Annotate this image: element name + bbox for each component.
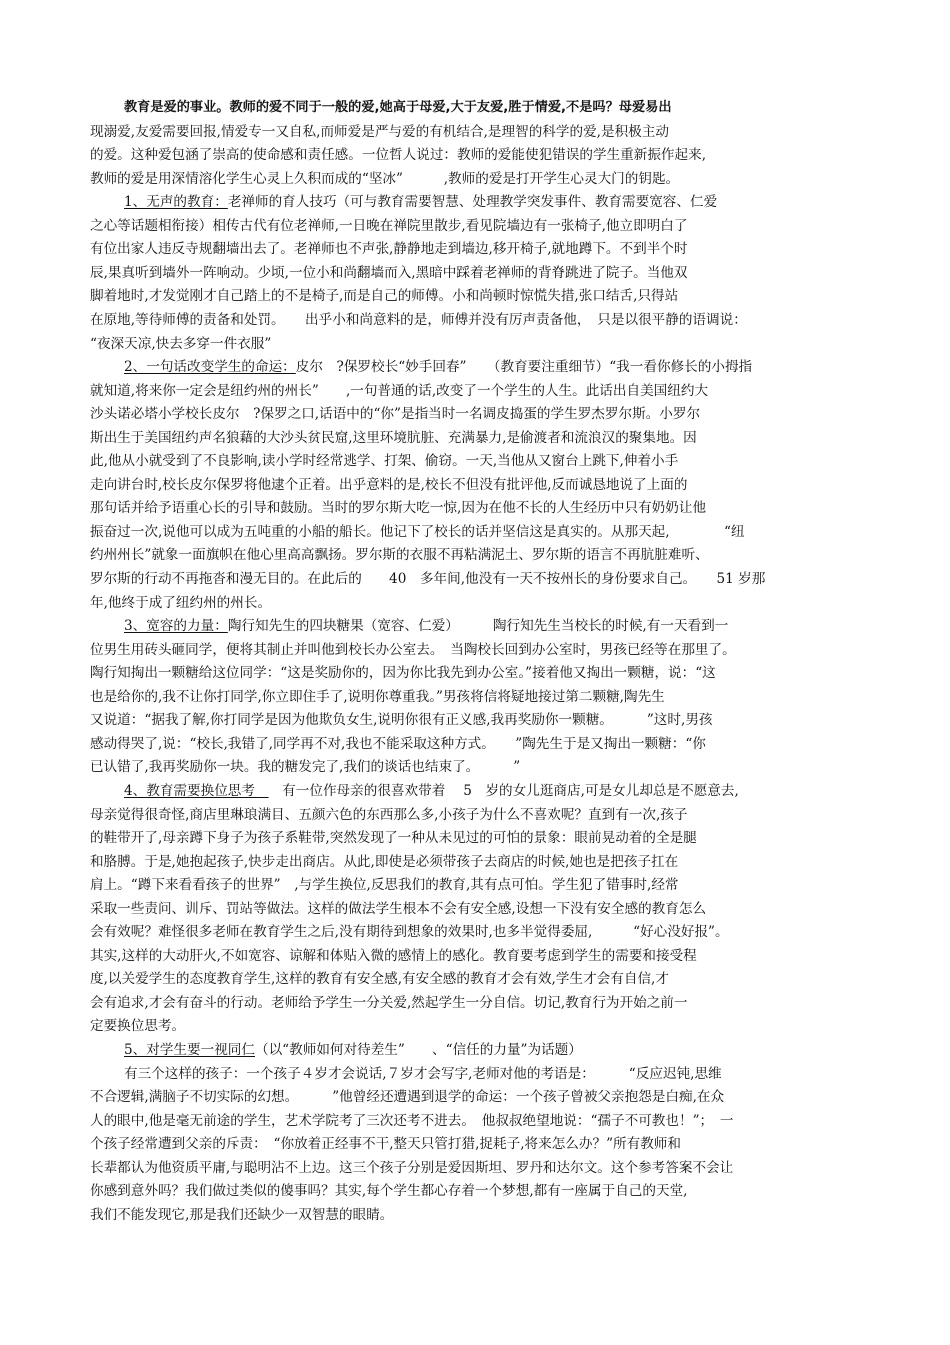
line-text: 皮尔 ?保罗校长“妙手回春” （教育要注重细节）“我一看你修长的小拇指: [295, 359, 753, 376]
line-text: “夜深天凉,快去多穿一件衣服”: [90, 335, 272, 352]
line-text: 那句话并给予语重心长的引导和鼓励。当时的罗尔斯大吃一惊,因为在他不长的人生经历中只有奶奶让他: [90, 500, 707, 517]
paragraph-line: [90, 334, 271, 355]
line-text: 之心等话题相衔接）相传古代有位老禅师,一日晚在禅院里散步,看见院墙边有一张椅子,他立即明白了: [90, 217, 688, 234]
paragraph-line: [90, 286, 678, 307]
paragraph-line: [90, 993, 688, 1014]
section-heading-line: [124, 192, 717, 213]
section-heading: 2、一句话改变学生的命运：: [124, 359, 296, 376]
line-text: 脚着地时,才发觉刚才自己踏上的不是椅子,而是自己的师傅。小和尚顿时惊慌失措,张口结舌,只得站: [90, 288, 679, 305]
line-text: 的鞋带开了,母亲蹲下身子为孩子系鞋带,突然发现了一种从未见过的可怕的景象：眼前晃动着的全是腿: [90, 830, 697, 847]
paragraph-line: [90, 239, 688, 260]
paragraph-line: [90, 428, 697, 449]
line-text: 此,他从小就受到了不良影响,读小学时经常逃学、打架、偷窃。一天,当他从又窗台上跳下,伸着小手: [90, 453, 679, 470]
paragraph-line: [90, 687, 665, 708]
line-text: 其实,这样的大动肝火,不如宽容、谅解和体贴入微的感情上的感化。教育要考虑到学生的需要和接受程: [90, 947, 697, 964]
paragraph-line: [90, 710, 713, 731]
line-text: 老禅师的育人技巧（可与教育需要智慧、处理教学突发事件、教育需要宽容、仁爱: [227, 194, 718, 211]
paragraph-line: [90, 310, 747, 331]
line-text: 会有效呢？难怪很多老师在教育学生之后,没有期待到想象的效果时,也多半觉得委屈, “好心没好报”。: [90, 924, 729, 941]
line-text: 有位出家人违反寺规翻墙出去了。老禅师也不声张,静静地走到墙边,移开椅子,就地蹲下。不到半个时: [90, 241, 688, 258]
section-heading: 1、无声的教育：: [124, 194, 228, 211]
line-text: 约州州长”就象一面旗帜在他心里高高飘扬。罗尔斯的衣服不再粘满泥土、罗尔斯的语言不再肮脏难听、: [90, 547, 709, 564]
paragraph-line: [90, 1016, 185, 1037]
section-heading-line: [124, 1040, 582, 1061]
paragraph-line: [90, 969, 669, 990]
line-text: 采取一些责问、训斥、罚站等做法。这样的做法学生根本不会有安全感,设想一下没有安全感的教育怎么: [90, 900, 707, 917]
line-text: 现溺爱,友爱需要回报,情爱专一又自私,而师爱是严与爱的有机结合,是理智的科学的爱,是积极主动: [90, 123, 669, 140]
paragraph-line: [90, 169, 679, 190]
line-text: 罗尔斯的行动不再拖沓和漫无目的。在此后的 40 多年间,他没有一天不按州长的身份要求自己。 51 岁那: [90, 571, 766, 587]
paragraph-line: [90, 757, 520, 778]
paragraph-line: [90, 1205, 393, 1226]
line-text: 有三个这样的孩子：一个孩子４岁才会说话,７岁才会写字,老师对他的考语是： “反应迟钝,思维: [124, 1065, 722, 1082]
paragraph-line: [90, 122, 669, 143]
paragraph-line: [90, 569, 765, 590]
paragraph-line: [90, 1181, 688, 1202]
paragraph-line: [90, 946, 697, 967]
line-text: 教师的爱是用深情溶化学生心灵上久积而成的“坚冰” ,教师的爱是打开学生心灵大门的钥匙。: [90, 170, 680, 187]
paragraph-line: [90, 404, 700, 425]
line-text: 走向讲台时,校长皮尔保罗将他逮个正着。出乎意料的是,校长不但没有批评他,反而诚恳地说了上面的: [90, 476, 688, 493]
paragraph-line: [90, 805, 688, 826]
line-text: 人的眼中,他是毫无前途的学生，艺术学院考了三次还考不进去。 他叔叔绝望地说：“孺子不可教也！”； 一: [90, 1112, 734, 1129]
section-heading-line: [124, 781, 739, 802]
line-text: 定要换位思考。: [90, 1018, 186, 1035]
paragraph-line: [90, 663, 716, 684]
line-text: 陶行知先生的四块糖果（宽容、仁爱） 陶行知先生当校长的时候,有一天看到一: [227, 618, 729, 635]
paragraph-line: [90, 1111, 734, 1132]
line-text: 感动得哭了,说：“校长,我错了,同学再不对,我也不能采取这种方式。 ”陶先生于是又掏出一颗糖：“你: [90, 735, 706, 752]
line-text: 个孩子经常遭到父亲的斥责： “你放着正经事不干,整天只管打猎,捉耗子,将来怎么办？”所有教师和: [90, 1136, 681, 1153]
paragraph-line: [90, 498, 706, 519]
paragraph-line: [90, 145, 706, 166]
line-text: 沙头诺必塔小学校长皮尔 ?保罗之口,话语中的“你”是指当时一名调皮捣蛋的学生罗杰罗尔斯。小罗尔: [90, 406, 701, 423]
paragraph-line: [124, 98, 672, 119]
paragraph-line: [90, 1158, 733, 1179]
line-text: 位男生用砖头砸同学，便将其制止并叫他到校长办公室去。 当陶校长回到办公室时，男孩已经等在那里了。: [90, 641, 736, 658]
paragraph-line: [90, 545, 709, 566]
paragraph-line: [90, 593, 271, 614]
line-text: 也是给你的,我不让你打同学,你立即住手了,说明你尊重我。”男孩将信将疑地接过第二颗糖,陶先生: [90, 688, 665, 705]
paragraph-line: [90, 451, 678, 472]
line-text: 斯出生于美国纽约声名狼藉的大沙头贫民窟,这里环境肮脏、充满暴力,是偷渡者和流浪汉的聚集地。因: [90, 429, 697, 446]
line-text: 度,以关爱学生的态度教育学生,这样的教育有安全感,有安全感的教育才会有效,学生才会有自信,才: [90, 971, 669, 988]
line-text: 已认错了,我再奖励你一块。我的糖发完了,我们的谈话也结束了。 ”: [90, 759, 521, 776]
paragraph-line: [90, 640, 736, 661]
line-text: 和胳膊。于是,她抱起孩子,快步走出商店。从此,即使是必须带孩子去商店的时候,她也是把孩子扛在: [90, 853, 679, 870]
line-text: 我们不能发现它,那是我们还缺少一双智慧的眼睛。: [90, 1206, 394, 1223]
paragraph-line: [90, 875, 679, 896]
section-heading: 5、对学生要一视同仁: [124, 1042, 255, 1058]
line-text: 肩上。“蹲下来看看孩子的世界” ,与学生换位,反思我们的教育,其有点可怕。学生犯了错事时,经常: [90, 877, 679, 894]
section-heading-line: [124, 357, 752, 378]
paragraph-line: [90, 216, 688, 237]
paragraph-line: [124, 1064, 722, 1085]
line-text: 长辈都认为他资质平庸,与聪明沾不上边。这三个孩子分别是爱因斯坦、罗丹和达尔文。这个参考答案不会让: [90, 1159, 734, 1176]
line-text: 就知道,将来你一定会是纽约州的州长” ,一句普通的话,改变了一个学生的人生。此话出自美国纽约大: [90, 382, 709, 399]
line-text: 会有追求,才会有奋斗的行动。老师给予学生一分关爱,然起学生一分自信。切记,教育行为开始之前一: [90, 994, 688, 1011]
line-text: 母亲觉得很奇怪,商店里琳琅满目、五颜六色的东西那么多,小孩子为什么不喜欢呢？直到有一次,孩子: [90, 806, 688, 823]
line-text: 陶行知掏出一颗糖给这位同学：“这是奖励你的，因为你比我先到办公室。”接着他又掏出一颗糖，说：“这: [90, 665, 716, 682]
paragraph-line: [90, 899, 706, 920]
paragraph-line: [90, 1087, 724, 1108]
line-text: 教育是爱的事业。教师的爱不同于一般的爱,她高于母爱,大于友爱,胜于情爱,不是吗？母爱易出: [124, 100, 672, 115]
paragraph-line: [90, 1134, 681, 1155]
line-text: 的爱。这种爱包涵了崇高的使命感和责任感。一位哲人说过：教师的爱能使犯错误的学生重新振作起来,: [90, 147, 707, 164]
line-text: 辰,果真听到墙外一阵响动。少顷,一位小和尚翻墙而入,黑暗中踩着老禅师的背脊跳进了院子。当他双: [90, 264, 688, 281]
paragraph-line: [90, 734, 706, 755]
line-text: 又说道：“据我了解,你打同学是因为他欺负女生,说明你很有正义感,我再奖励你一颗糖。 ”这时,男孩: [90, 712, 713, 729]
paragraph-line: [90, 381, 708, 402]
paragraph-line: [90, 263, 688, 284]
line-text: 不合逻辑,满脑子不切实际的幻想。 ”他曾经还遭遇到退学的命运：一个孩子曾被父亲抱怨是白痴,在众: [90, 1089, 725, 1106]
line-text: （以“教师如何对待差生” 、“信任的力量”为话题）: [255, 1042, 582, 1058]
paragraph-line: [90, 828, 697, 849]
section-heading: 4、教育需要换位思考: [124, 782, 269, 799]
paragraph-line: [90, 922, 729, 943]
line-text: 振奋过一次,说他可以成为五吨重的小船的船长。他记下了校长的话并坚信这是真实的。从那天起, “纽: [90, 523, 745, 540]
paragraph-line: [90, 475, 688, 496]
line-text: 年,他终于成了纽约州的州长。: [90, 594, 272, 611]
section-heading-line: [124, 616, 728, 637]
line-text: 你感到意外吗？我们做过类似的傻事吗？其实,每个学生都心存着一个梦想,都有一座属于自己的天堂,: [90, 1183, 688, 1200]
paragraph-line: [90, 852, 678, 873]
paragraph-line: [90, 522, 745, 543]
section-heading: 3、宽容的力量：: [124, 618, 228, 635]
line-text: 在原地,等待师傅的责备和处罚。 出乎小和尚意料的是，师傅并没有厉声责备他， 只是以很平静的语调说：: [90, 311, 747, 328]
line-text: 有一位作母亲的很喜欢带着 5 岁的女儿逛商店,可是女儿却总是不愿意去,: [268, 782, 739, 799]
